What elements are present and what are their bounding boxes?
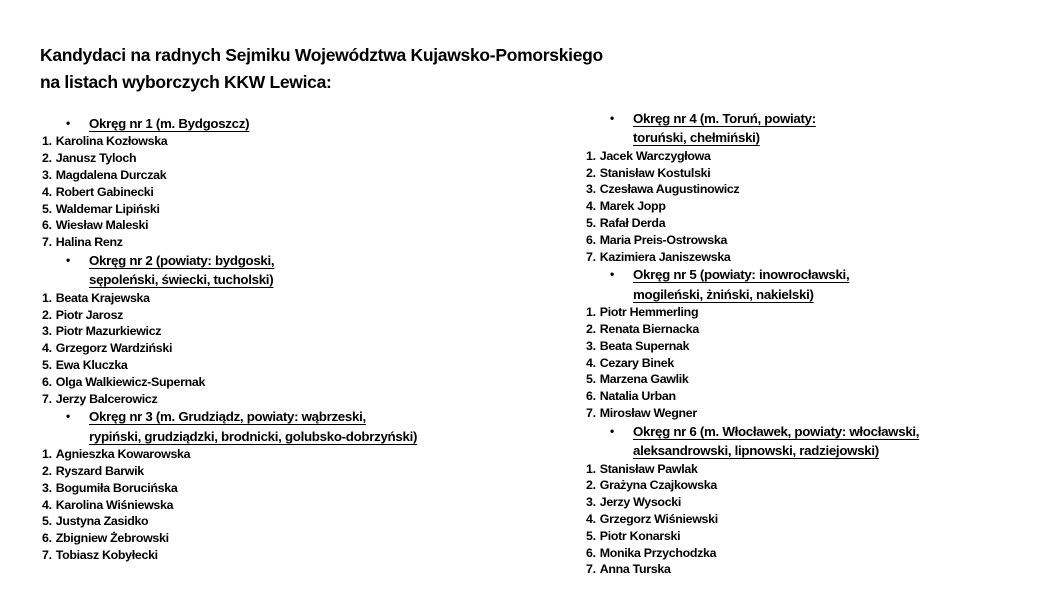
candidate-item	[42, 323, 584, 340]
district-heading-lines	[633, 422, 919, 461]
candidate-name: Grzegorz Wardziński	[55, 341, 173, 356]
candidate-number: 4.	[42, 497, 52, 512]
candidate-name: Marek Jopp	[599, 199, 666, 214]
candidate-item	[586, 198, 1050, 215]
candidate-number: 4.	[586, 199, 596, 214]
candidate-number: 7.	[586, 249, 596, 264]
district-section	[584, 265, 1050, 421]
candidate-number: 7.	[42, 547, 52, 562]
district-heading-lines	[89, 114, 249, 133]
district-heading	[40, 407, 584, 446]
candidate-number: 1.	[42, 447, 52, 462]
candidate-name: Maria Preis-Ostrowska	[599, 232, 728, 247]
candidate-name: Zbigniew Żebrowski	[55, 531, 169, 546]
candidate-item	[42, 374, 584, 391]
candidate-name: Jerzy Wysocki	[599, 495, 682, 510]
bullet-icon: •	[610, 111, 614, 125]
candidate-item	[586, 304, 1050, 321]
candidate-name: Marzena Gawlik	[599, 372, 689, 387]
candidate-name: Monika Przychodzka	[599, 545, 717, 560]
candidate-item	[586, 232, 1050, 249]
candidate-name: Karolina Kozłowska	[55, 134, 168, 149]
candidate-number: 6.	[586, 232, 596, 247]
candidate-name: Agnieszka Kowarowska	[55, 447, 191, 462]
candidate-name: Czesława Augustinowicz	[599, 182, 740, 197]
candidate-name: Grażyna Czajkowska	[599, 478, 717, 493]
candidate-item	[42, 201, 584, 218]
page-title-line-1: Kandydaci na radnych Sejmiku Województwa Kujawsko-Pomorskiego	[40, 45, 603, 65]
district-section	[40, 114, 584, 251]
candidate-name: Halina Renz	[55, 235, 123, 250]
district-heading-line: rypiński, grudziądzki, brodnicki, golubsko-dobrzyński)	[89, 428, 418, 444]
candidate-name: Cezary Binek	[599, 355, 674, 370]
district-heading	[40, 251, 584, 290]
district-heading-line: Okręg nr 1 (m. Bydgoszcz)	[89, 116, 250, 131]
candidate-name: Ewa Kluczka	[55, 357, 128, 372]
candidate-name: Beata Krajewska	[55, 290, 150, 305]
candidate-number: 2.	[586, 478, 596, 493]
candidate-number: 5.	[42, 357, 52, 372]
candidate-name: Mirosław Wegner	[599, 405, 697, 420]
candidate-item	[42, 340, 584, 357]
candidate-item	[586, 461, 1050, 478]
candidate-number: 7.	[586, 562, 596, 577]
district-heading	[584, 109, 1050, 148]
district-heading-lines	[633, 265, 849, 304]
candidate-item	[586, 405, 1050, 422]
candidate-item	[42, 391, 584, 408]
candidate-item	[586, 249, 1050, 266]
district-heading-line: sępoleński, świecki, tucholski)	[89, 272, 274, 288]
candidate-number: 1.	[42, 290, 52, 305]
candidate-item	[42, 133, 584, 150]
candidate-item	[586, 321, 1050, 338]
candidate-number: 2.	[42, 151, 52, 166]
candidate-number: 1.	[586, 148, 596, 163]
candidate-name: Anna Turska	[599, 562, 671, 577]
bullet-icon: •	[66, 409, 70, 424]
candidate-name: Magdalena Durczak	[55, 168, 167, 182]
candidate-name: Janusz Tyloch	[55, 151, 137, 166]
candidate-number: 3.	[586, 182, 596, 197]
candidate-item	[42, 446, 584, 463]
candidate-name: Karolina Wiśniewska	[55, 497, 174, 512]
candidate-item	[42, 463, 584, 480]
candidate-number: 2.	[42, 463, 52, 478]
candidate-item	[42, 217, 584, 234]
candidate-item	[42, 497, 584, 514]
candidate-name: Ryszard Barwik	[55, 463, 144, 478]
candidate-number: 7.	[586, 405, 596, 420]
candidate-item	[586, 165, 1050, 182]
candidate-number: 5.	[42, 514, 52, 529]
candidate-item	[42, 167, 584, 184]
district-heading-lines	[633, 109, 816, 148]
candidate-number: 5.	[42, 201, 52, 216]
candidate-item	[586, 215, 1050, 232]
candidate-number: 3.	[586, 495, 596, 510]
candidate-item	[42, 150, 584, 167]
candidate-name: Kazimiera Janiszewska	[599, 249, 731, 264]
district-heading-line: Okręg nr 3 (m. Grudziądz, powiaty: wąbrzeski,	[89, 409, 366, 425]
candidate-item	[42, 530, 584, 547]
district-heading-line: toruński, chełmiński)	[633, 130, 760, 146]
candidate-item	[42, 290, 584, 307]
column-left	[40, 114, 584, 564]
district-heading-line: Okręg nr 2 (powiaty: bydgoski,	[89, 252, 275, 268]
candidate-name: Natalia Urban	[599, 389, 676, 404]
candidate-name: Renata Biernacka	[599, 322, 699, 336]
district-heading	[584, 265, 1050, 304]
candidate-number: 6.	[586, 389, 596, 404]
candidate-item	[42, 184, 584, 201]
candidate-name: Jerzy Balcerowicz	[55, 391, 158, 406]
candidate-name: Justyna Zasidko	[55, 514, 149, 529]
candidate-number: 3.	[42, 480, 52, 495]
candidate-number: 2.	[42, 307, 52, 322]
candidate-item	[586, 338, 1050, 355]
candidate-number: 1.	[586, 461, 596, 476]
candidate-item	[586, 371, 1050, 388]
candidate-number: 4.	[586, 511, 596, 526]
candidate-number: 3.	[42, 168, 52, 182]
candidate-name: Olga Walkiewicz-Supernak	[55, 374, 206, 389]
candidate-name: Beata Supernak	[599, 338, 690, 353]
candidate-item	[42, 307, 584, 324]
candidate-number: 2.	[586, 165, 596, 180]
candidate-name: Rafał Derda	[599, 216, 666, 230]
candidate-name: Stanisław Pawlak	[599, 461, 698, 476]
candidate-number: 1.	[586, 305, 596, 320]
column-right	[584, 109, 1050, 578]
candidate-item	[586, 494, 1050, 511]
candidate-item	[586, 477, 1050, 494]
candidate-name: Stanisław Kostulski	[599, 165, 711, 180]
candidate-number: 5.	[586, 216, 596, 230]
candidate-number: 6.	[586, 545, 596, 560]
bullet-icon: •	[610, 423, 614, 438]
candidate-item	[586, 181, 1050, 198]
candidate-number: 5.	[586, 528, 596, 543]
district-section	[584, 109, 1050, 265]
district-heading-lines	[89, 251, 274, 290]
district-heading-line: aleksandrowski, lipnowski, radziejowski)	[633, 443, 879, 459]
candidate-name: Piotr Mazurkiewicz	[55, 324, 162, 339]
district-heading	[584, 422, 1050, 461]
candidate-name: Bogumiła Borucińska	[55, 480, 178, 495]
candidate-item	[586, 511, 1050, 528]
candidate-item	[42, 513, 584, 530]
candidate-number: 7.	[42, 391, 52, 406]
candidate-number: 4.	[42, 341, 52, 356]
candidate-number: 6.	[42, 531, 52, 546]
district-section	[40, 407, 584, 563]
district-heading	[40, 114, 584, 133]
candidate-item	[42, 234, 584, 251]
district-heading-line: Okręg nr 6 (m. Włocławek, powiaty: włocławski,	[633, 423, 920, 439]
candidate-item	[42, 547, 584, 564]
district-section	[584, 422, 1050, 578]
page-title	[40, 42, 603, 96]
district-heading-line: Okręg nr 5 (powiaty: inowrocławski,	[633, 267, 850, 283]
candidate-number: 6.	[42, 374, 52, 389]
candidate-name: Piotr Konarski	[599, 528, 681, 543]
candidate-item	[42, 480, 584, 497]
district-heading-line: Okręg nr 4 (m. Toruń, powiaty:	[633, 111, 816, 126]
bullet-icon: •	[66, 116, 70, 130]
candidate-item	[586, 355, 1050, 372]
candidate-item	[586, 388, 1050, 405]
candidate-name: Wiesław Maleski	[55, 218, 149, 233]
candidate-item	[586, 148, 1050, 165]
page-title-line-2: na listach wyborczych KKW Lewica:	[40, 72, 332, 92]
candidate-number: 2.	[586, 322, 596, 336]
candidate-number: 5.	[586, 372, 596, 387]
district-heading-lines	[89, 407, 417, 446]
bullet-icon: •	[610, 267, 614, 282]
district-heading-line: mogileński, żniński, nakielski)	[633, 286, 814, 302]
candidate-name: Tobiasz Kobyłecki	[55, 547, 158, 562]
candidate-name: Piotr Hemmerling	[599, 305, 699, 320]
candidate-name: Waldemar Lipiński	[55, 201, 160, 216]
bullet-icon: •	[66, 252, 70, 267]
district-section	[40, 251, 584, 407]
candidate-name: Jacek Warczygłowa	[599, 148, 711, 163]
candidate-name: Robert Gabinecki	[55, 184, 154, 199]
candidate-name: Piotr Jarosz	[55, 307, 124, 322]
candidate-number: 3.	[42, 324, 52, 339]
candidate-number: 4.	[42, 184, 52, 199]
candidate-number: 7.	[42, 235, 52, 250]
candidate-number: 3.	[586, 338, 596, 353]
candidate-item	[586, 545, 1050, 562]
candidate-item	[586, 528, 1050, 545]
candidate-number: 6.	[42, 218, 52, 233]
candidate-name: Grzegorz Wiśniewski	[599, 511, 718, 526]
candidate-item	[586, 561, 1050, 578]
candidate-number: 4.	[586, 355, 596, 370]
candidate-number: 1.	[42, 134, 52, 149]
candidate-item	[42, 357, 584, 374]
